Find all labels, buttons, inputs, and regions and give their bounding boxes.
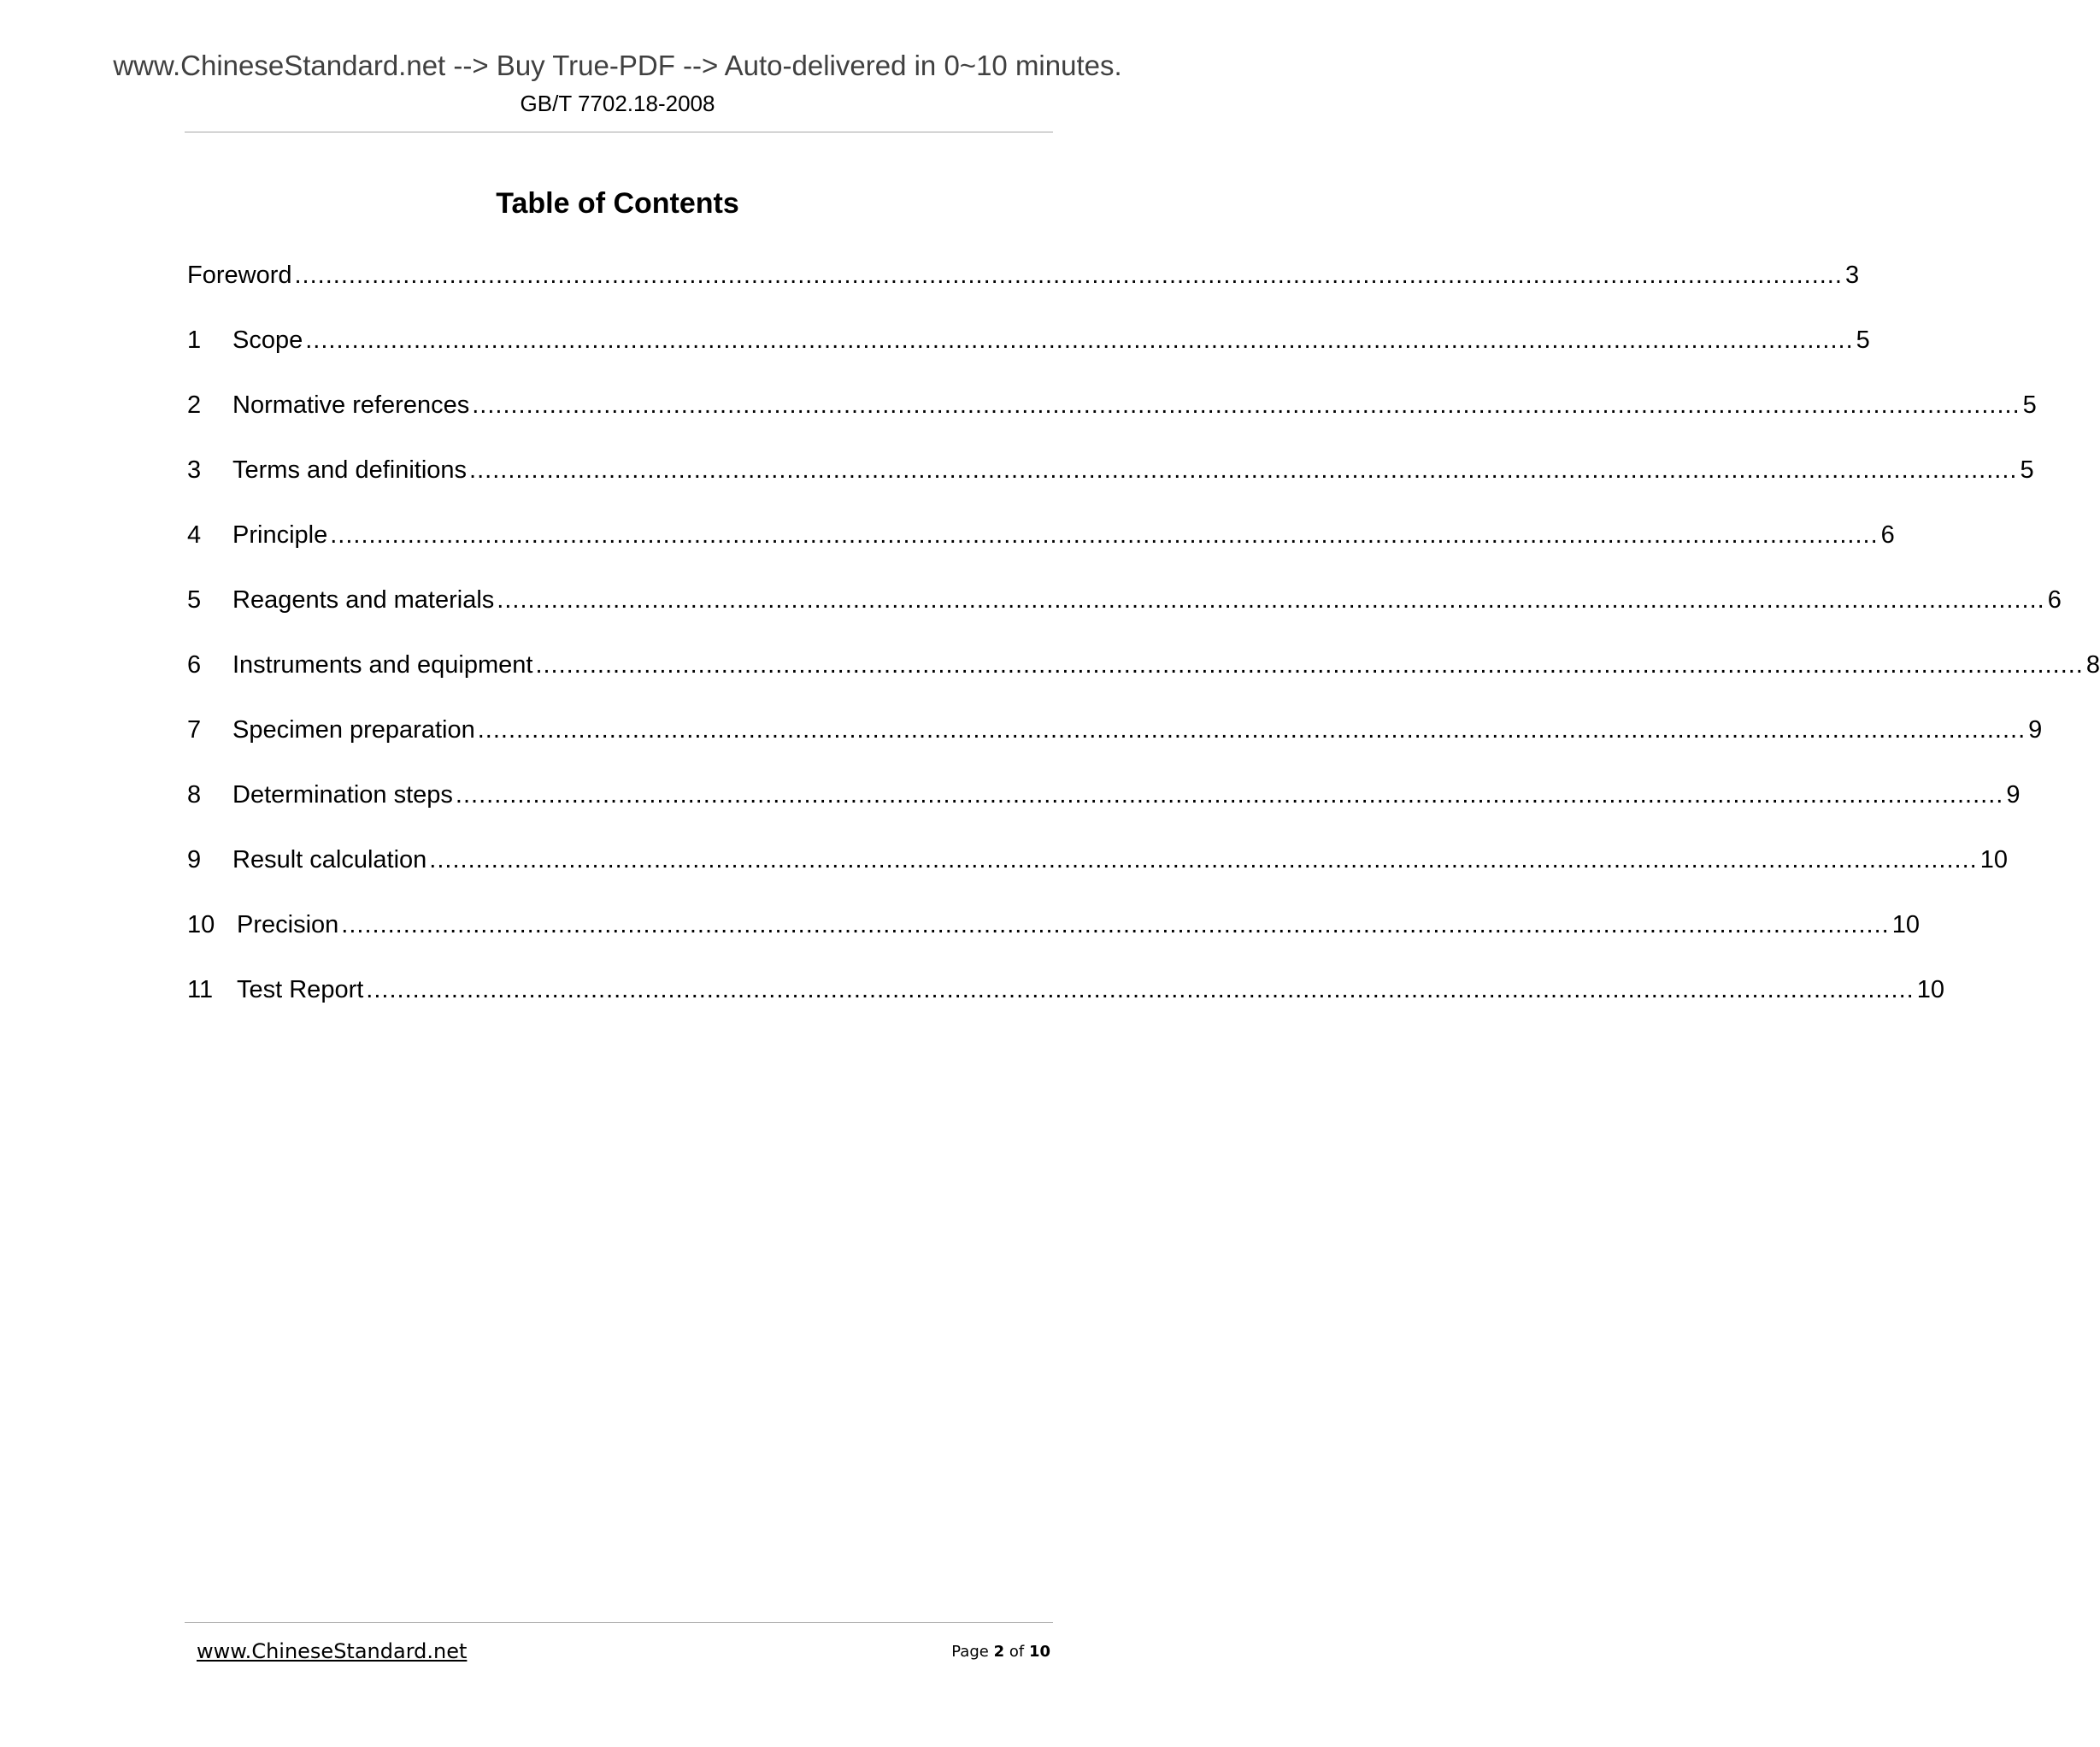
current-page-number: 2 (993, 1643, 1005, 1661)
toc-entry-page: 3 (1844, 262, 1860, 289)
toc-entry-number: 8 (187, 781, 202, 809)
toc-entry-number: 2 (187, 391, 202, 419)
toc-entry-page: 5 (2022, 391, 2037, 419)
toc-entry-determination-steps[interactable] (187, 776, 2021, 841)
toc-leader-dots: ........................................................................................................................................................................................................ (330, 521, 1879, 549)
toc-entry-page: 9 (2006, 781, 2021, 809)
toc-entry-principle[interactable] (187, 516, 1895, 581)
toc-entry-number: 4 (187, 521, 202, 549)
toc-entry-page: 5 (1856, 326, 1870, 354)
page-indicator (951, 1643, 1050, 1661)
site-banner: www.ChineseStandard.net --> Buy True-PDF --> Auto-delivered in 0~10 minutes. (113, 50, 1122, 81)
toc-entry-page: 10 (1891, 911, 1920, 938)
toc-entry-page: 9 (2028, 716, 2043, 744)
toc-entry-label: Determination steps (232, 781, 453, 809)
toc-entry-page: 6 (1880, 521, 1895, 549)
toc-leader-dots: ........................................................................................................................................................................................................ (294, 262, 1843, 289)
toc-leader-dots: ........................................................................................................................................................................................................ (305, 326, 1854, 354)
toc-entry-test-report[interactable] (187, 971, 1944, 1036)
total-page-count: 10 (1028, 1643, 1050, 1661)
table-of-contents (187, 256, 2100, 1036)
toc-entry-label: Terms and definitions (232, 456, 468, 484)
toc-entry-reagents-and-materials[interactable] (187, 581, 2062, 646)
toc-entry-label: Precision (237, 911, 339, 938)
toc-leader-dots: ........................................................................................................................................................................................................ (366, 976, 1915, 1003)
toc-entry-terms-and-definitions[interactable] (187, 451, 2034, 516)
footer-site-link[interactable]: www.ChineseStandard.net (197, 1639, 468, 1663)
toc-entry-number: 7 (187, 716, 202, 744)
toc-entry-label: Test Report (237, 976, 364, 1003)
toc-entry-scope[interactable] (187, 321, 1870, 386)
toc-entry-label: Scope (232, 326, 303, 354)
toc-entry-normative-references[interactable] (187, 386, 2037, 451)
toc-entry-label: Instruments and equipment (232, 651, 533, 679)
toc-leader-dots: ........................................................................................................................................................................................................ (497, 586, 2045, 614)
toc-entry-page: 8 (2085, 651, 2100, 679)
toc-entry-label: Normative references (232, 391, 470, 419)
toc-entry-number: 5 (187, 586, 202, 614)
toc-entry-specimen-preparation[interactable] (187, 711, 2043, 776)
toc-leader-dots: ........................................................................................................................................................................................................ (455, 781, 2004, 809)
toc-leader-dots: ........................................................................................................................................................................................................ (429, 846, 1978, 874)
toc-title: Table of Contents (496, 187, 739, 220)
toc-entry-number: 11 (187, 976, 214, 1003)
footer-divider (185, 1622, 1053, 1623)
toc-entry-number: 9 (187, 846, 202, 874)
toc-entry-number: 10 (187, 911, 215, 938)
page-prefix: Page (951, 1643, 989, 1661)
toc-entry-page: 5 (2020, 456, 2034, 484)
toc-leader-dots: ........................................................................................................................................................................................................ (472, 391, 2021, 419)
toc-leader-dots: ........................................................................................................................................................................................................ (535, 651, 2084, 679)
toc-entry-label: Result calculation (232, 846, 427, 874)
toc-entry-label: Reagents and materials (232, 586, 495, 614)
toc-entry-number: 3 (187, 456, 202, 484)
toc-entry-page: 6 (2047, 586, 2062, 614)
page-of-label: of (1009, 1643, 1025, 1661)
toc-leader-dots: ........................................................................................................................................................................................................ (469, 456, 2018, 484)
toc-entry-instruments-and-equipment[interactable] (187, 646, 2100, 711)
toc-entry-number: 1 (187, 326, 202, 354)
toc-leader-dots: ........................................................................................................................................................................................................ (341, 911, 1890, 938)
toc-entry-label: Foreword (187, 262, 292, 289)
toc-entry-number: 6 (187, 651, 202, 679)
toc-entry-page: 10 (1979, 846, 2008, 874)
toc-leader-dots: ........................................................................................................................................................................................................ (477, 716, 2026, 744)
toc-entry-label: Specimen preparation (232, 716, 475, 744)
toc-entry-label: Principle (232, 521, 328, 549)
toc-entry-page: 10 (1916, 976, 1944, 1003)
toc-entry-precision[interactable] (187, 906, 1920, 971)
toc-entry-foreword[interactable] (187, 256, 1860, 321)
toc-entry-result-calculation[interactable] (187, 841, 2008, 906)
document-number: GB/T 7702.18-2008 (520, 91, 715, 116)
